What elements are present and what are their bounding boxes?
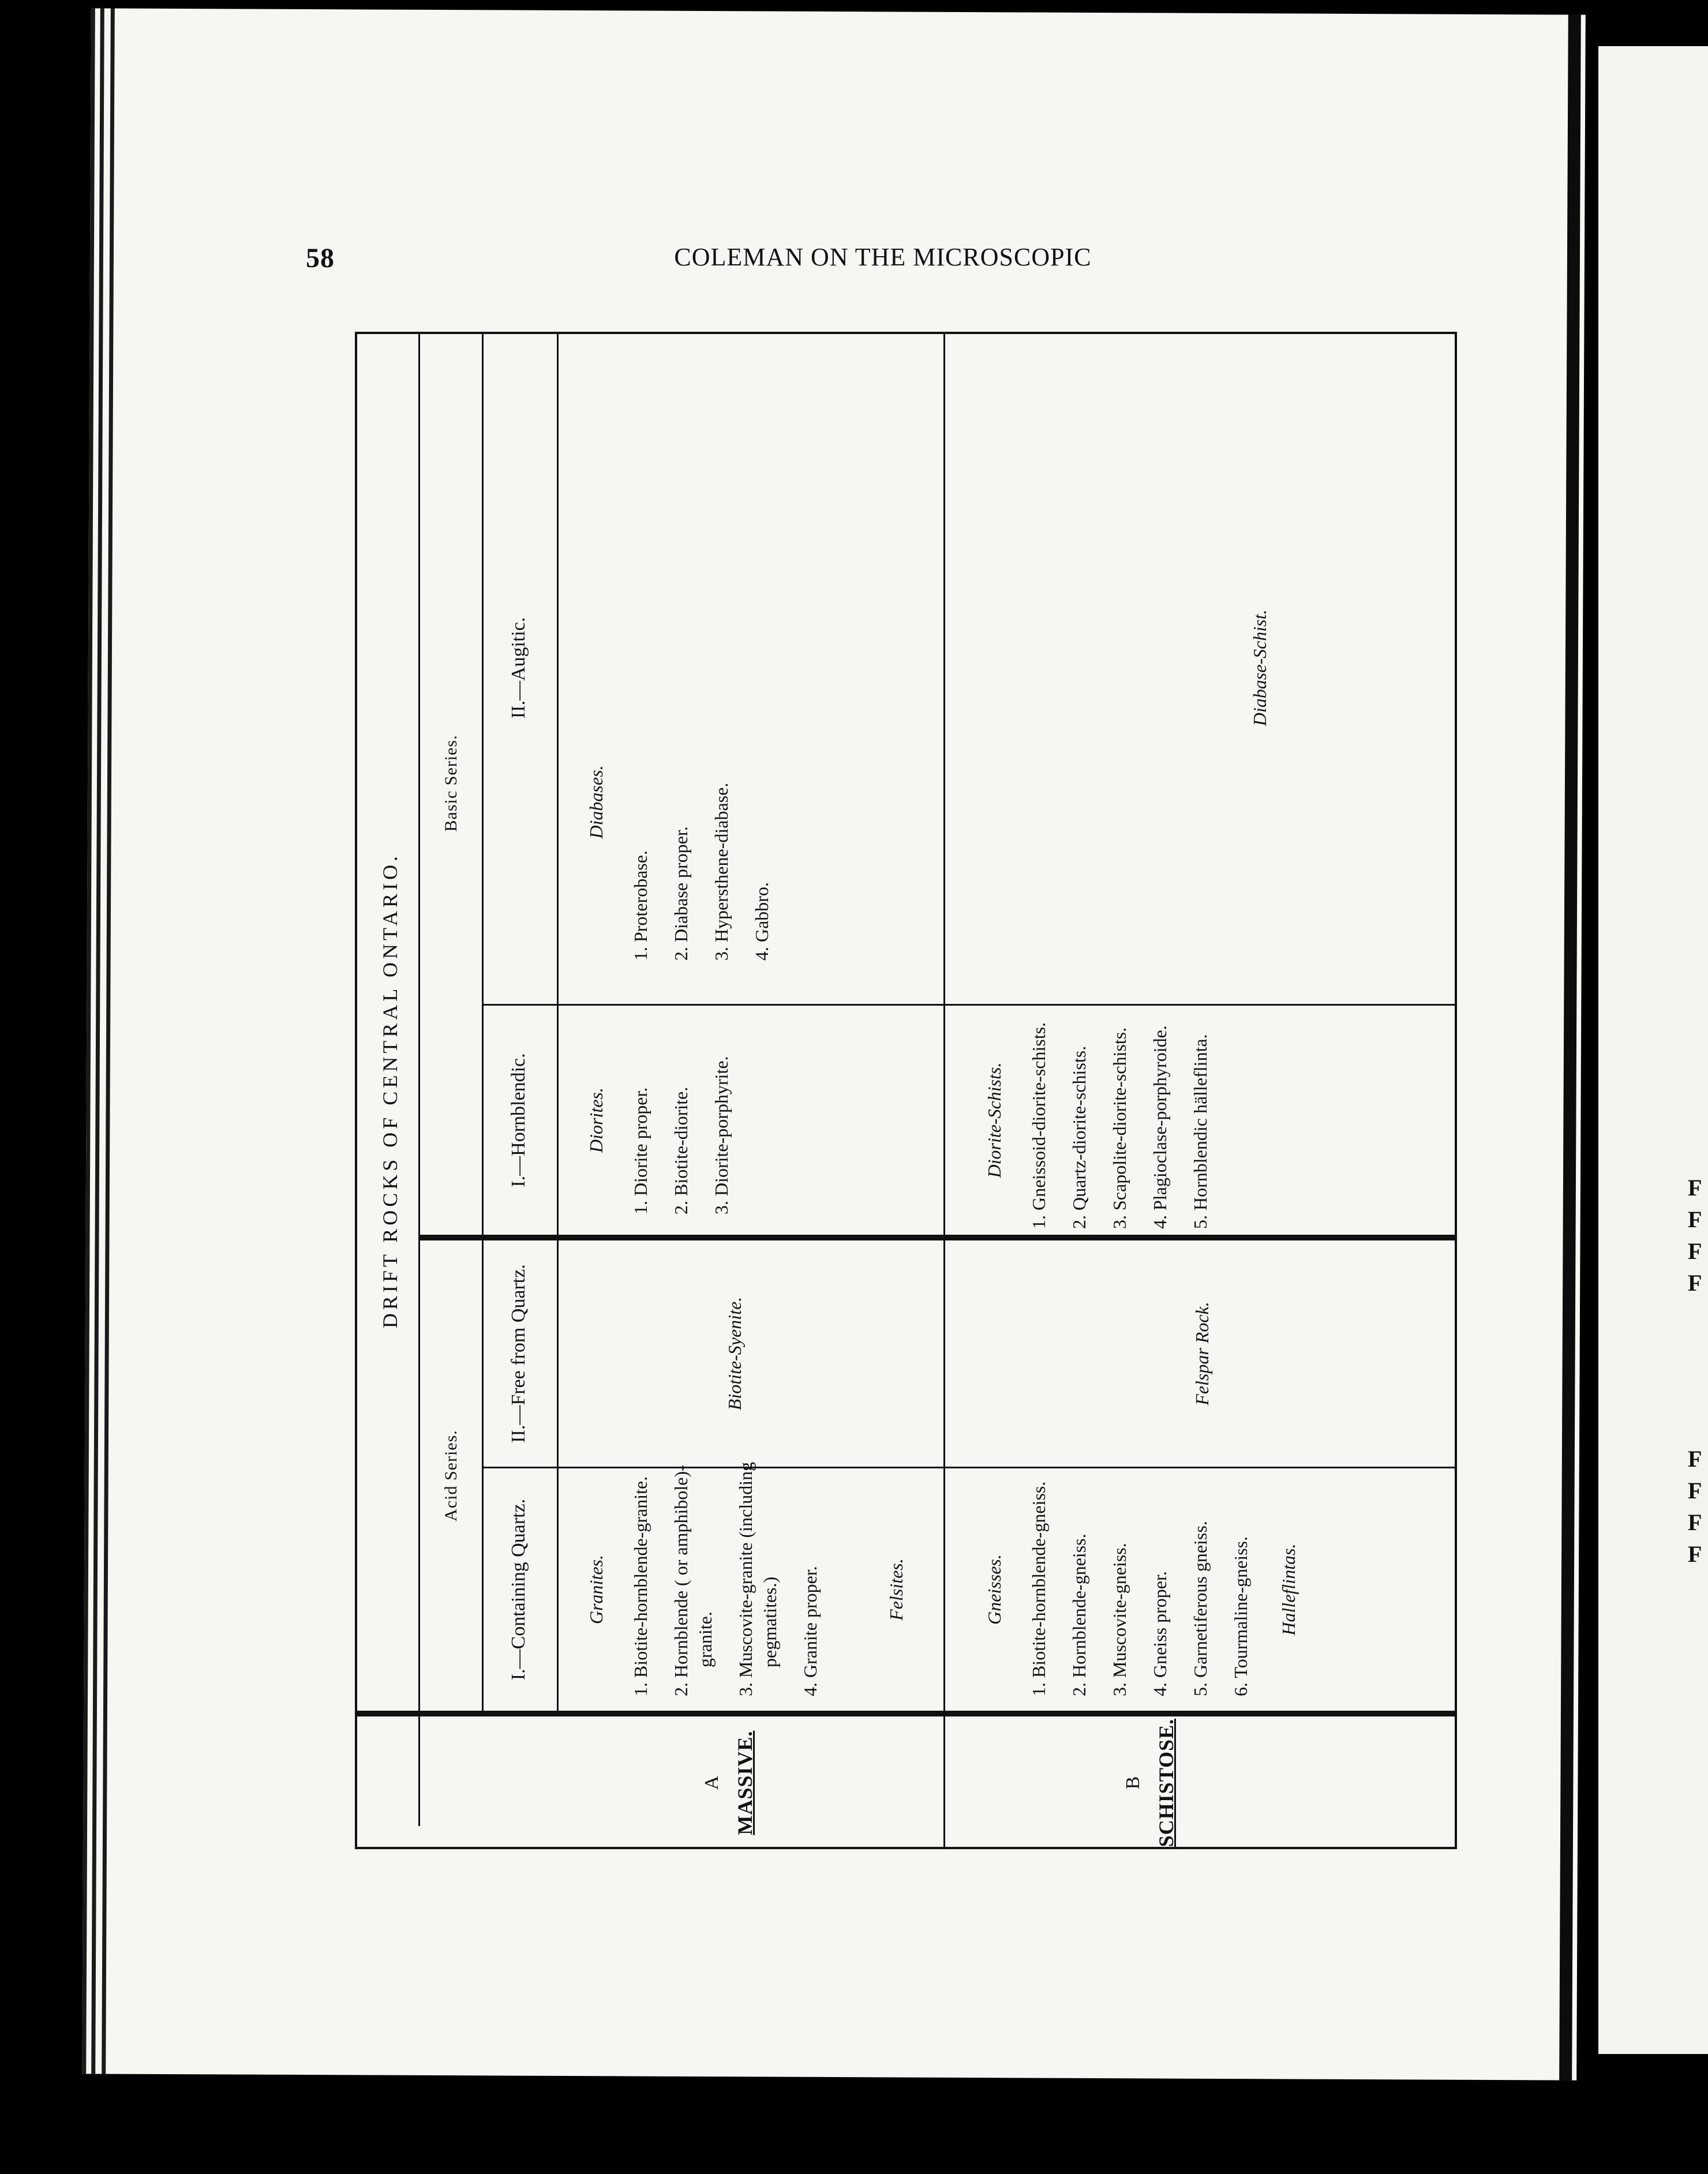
rule-under-column-heads [557,332,559,1716]
facing-page-letter: F [1688,1541,1702,1567]
group-gneisses: Gneisses. [984,1554,1005,1625]
rule-after-row-heads [355,1711,1457,1716]
list-item: 1. Biotite-hornblende-gneiss. [1028,1481,1049,1696]
facing-page-letter: F [1688,1206,1702,1232]
column-augitic: II.—Augitic. [508,617,529,719]
row-heading-schistose: SCHISTOSE. [1155,1718,1178,1847]
list-item: 1. Gneissoid-diorite-schists. [1028,1022,1049,1229]
classification-table [355,332,1457,1849]
list-item: 4. Plagioclase-porphyroide. [1149,1025,1170,1229]
rule-under-series [482,332,484,1716]
list-item: 1. Diorite proper. [630,1087,651,1215]
list-diorites [620,1056,741,1215]
acid-series-heading: Acid Series. [441,1430,460,1521]
rule-between-rows [943,332,945,1849]
list-item: 3. Muscovite-gneiss. [1109,1543,1130,1696]
page-edge [102,9,115,2074]
list-item: 4. Gabbro. [751,882,772,961]
page-number: 58 [306,243,335,273]
list-item: 2. Hornblende-gneiss. [1069,1534,1089,1696]
list-item: 3. Diorite-porphyrite. [711,1056,732,1215]
group-felsites: Felsites. [886,1558,907,1621]
column-hornblendic: I.—Hornblendic. [508,1053,529,1187]
group-biotite-syenite: Biotite-Syenite. [724,1296,745,1411]
list-item: 2. Diabase proper. [671,826,691,961]
row-letter-a: A [701,1775,722,1790]
list-item: 3. Scapolite-diorite-schists. [1109,1027,1130,1229]
list-item: 2. Biotite-diorite. [671,1086,691,1215]
facing-page-letter: F [1688,1478,1702,1504]
rule-col-split [482,1004,1457,1006]
facing-page-letter: F [1688,1509,1702,1535]
table-border-bottom [1455,332,1457,1849]
list-item: 2. Hornblende ( or amphibole)- [671,1465,691,1696]
facing-page-letter: F [1688,1175,1702,1201]
facing-page-letter: F [1688,1446,1702,1472]
basic-series-heading: Basic Series. [441,734,460,832]
list-diorite-schists [1018,1022,1220,1229]
list-gneisses [1018,1482,1261,1696]
list-item: 4. Granite proper. [800,1566,821,1696]
group-diabases: Diabases. [586,765,606,839]
group-diorites: Diorites. [586,1088,606,1153]
group-diabase-schist: Diabase-Schist. [1249,609,1270,726]
list-diabases [620,783,782,961]
group-halleflintas: Halleflintas. [1278,1543,1299,1636]
list-item: 3. Hypersthene-diabase. [711,782,732,961]
column-free-from-quartz: II.—Free from Quartz. [508,1264,529,1443]
column-containing-quartz: I.—Containing Quartz. [508,1498,529,1681]
row-letter-b: B [1122,1776,1144,1790]
list-item: pegmatites.) [759,1576,780,1667]
table-border-left [355,1847,1457,1849]
facing-page-letter: F [1688,1270,1702,1296]
table-title: DRIFT ROCKS OF CENTRAL ONTARIO. [379,852,402,1329]
rule-acid-basic [418,1235,1457,1240]
rule-under-title [418,332,420,1826]
list-item: 4. Gneiss proper. [1149,1571,1170,1696]
list-item: granite. [695,1611,716,1667]
facing-page-letter: F [1688,1238,1702,1264]
running-head: COLEMAN ON THE MICROSCOPIC [674,243,1092,271]
list-granites [620,1462,830,1696]
group-granites: Granites. [586,1555,606,1624]
list-item: 1. Proterobase. [630,850,651,961]
table-border-top [355,332,357,1849]
group-felspar-rock: Felspar Rock. [1192,1302,1212,1405]
list-item: 1. Biotite-hornblende-granite. [630,1476,651,1696]
row-heading-massive: MASSIVE. [733,1730,756,1835]
list-item: 5. Hornblendic hälleflinta. [1190,1034,1211,1229]
facing-page [1598,46,1708,2054]
list-item: 2. Quartz-diorite-schists. [1069,1045,1089,1229]
page-edge [1559,15,1581,2081]
group-diorite-schists: Diorite-Schists. [984,1062,1005,1178]
list-item: 3. Muscovite-granite (including [735,1461,756,1696]
list-item: 6. Tourmaline-gneiss. [1230,1536,1251,1696]
list-item: 5. Garnetiferous gneiss. [1190,1521,1211,1696]
